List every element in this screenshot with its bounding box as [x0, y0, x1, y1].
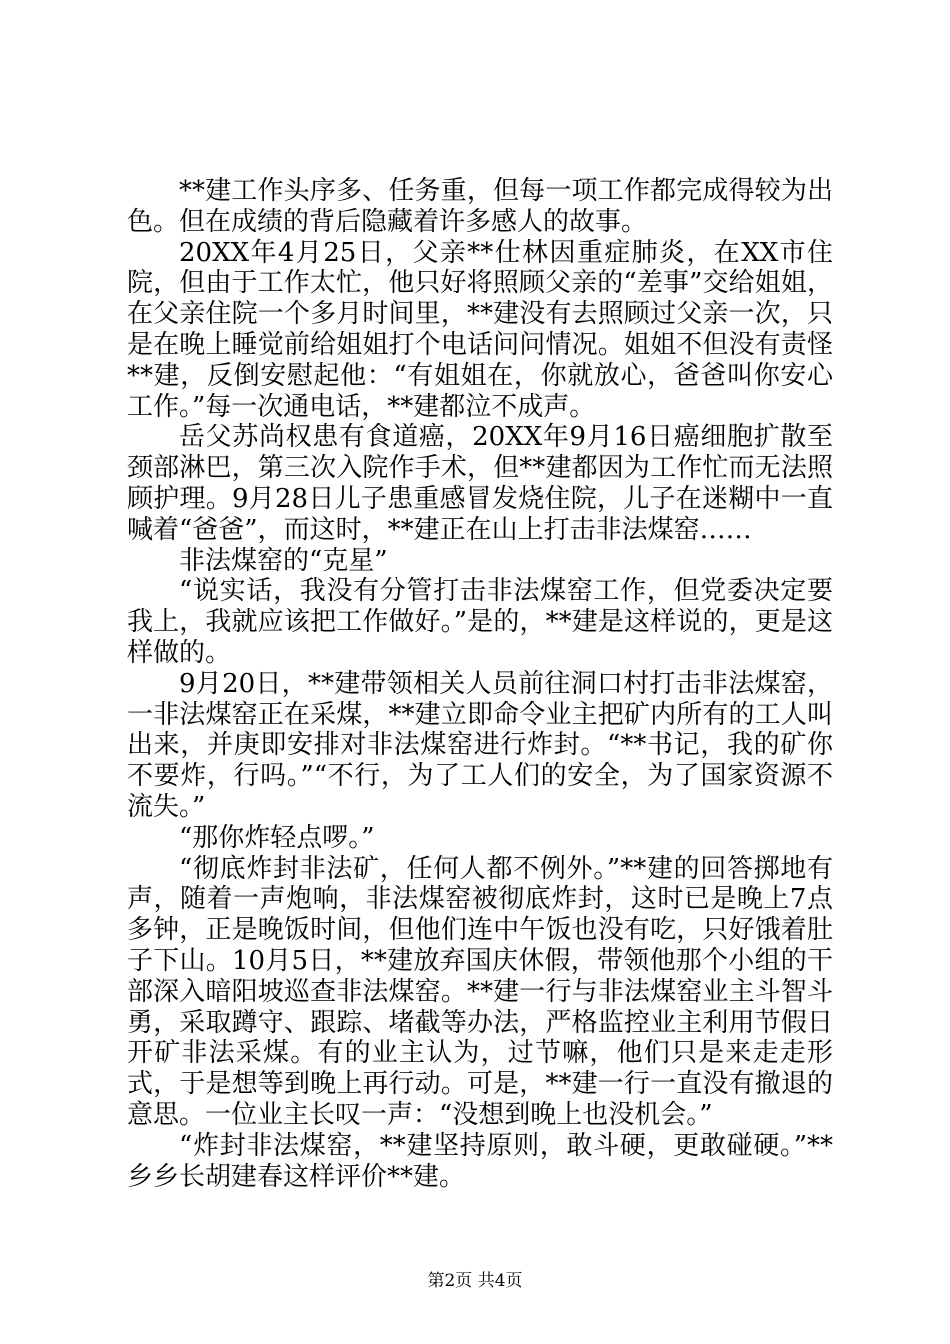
paragraph-5: 9月20日，**建带领相关人员前往洞口村打击非法煤窑，一非法煤窑正在采煤，**建立即命令业主把矿内所有的工人叫出来，并庚即安排对非法煤窑进行炸封。“**书记，我的矿你不要炸，行吗。”“不行，为了工人们的安全，为了国家资源不流失。”: [127, 668, 833, 822]
paragraph-4: “说实话，我没有分管打击非法煤窑工作，但党委决定要我上，我就应该把工作做好。”是的，**建是这样说的，更是这样做的。: [127, 576, 833, 668]
paragraph-6: “那你炸轻点啰。”: [179, 822, 375, 853]
page-footer: [0, 1266, 950, 1291]
paragraph-1: **建工作头序多、任务重，但每一项工作都完成得较为出色。但在成绩的背后隐藏着许多感人的故事。: [127, 176, 833, 237]
page-number: 第2页 共4页: [427, 1271, 523, 1291]
paragraph-2: 20XX年4月25日，父亲**仕林因重症肺炎，在XX市住院，但由于工作太忙，他只好将照顾父亲的“差事”交给姐姐，在父亲住院一个多月时间里，**建没有去照顾过父亲一次，只是在晚上睡觉前给姐姐打个电话问问情况。姐姐不但没有责怪**建，反倒安慰起他：“有姐姐在，你就放心，爸爸叫你安心工作。”每一次通电话，**建都泣不成声。: [127, 237, 833, 422]
section-heading: 非法煤窑的“克星”: [179, 545, 388, 576]
body-text: [127, 176, 833, 1192]
paragraph-7: “彻底炸封非法矿，任何人都不例外。”**建的回答掷地有声，随着一声炮响，非法煤窑被彻底炸封，这时已是晚上7点多钟，正是晚饭时间，但他们连中午饭也没有吃，只好饿着肚子下山。10月5日，**建放弃国庆休假，带领他那个小组的干部深入暗阳坡巡查非法煤窑。**建一行与非法煤窑业主斗智斗勇，采取蹲守、跟踪、堵截等办法，严格监控业主利用节假日开矿非法采煤。有的业主认为，过节嘛，他们只是来走走形式，于是想等到晚上再行动。可是，**建一行一直没有撤退的意思。一位业主长叹一声：“没想到晚上也没机会。”: [127, 853, 833, 1130]
paragraph-3: 岳父苏尚权患有食道癌，20XX年9月16日癌细胞扩散至颈部淋巴，第三次入院作手术，但**建都因为工作忙而无法照顾护理。9月28日儿子患重感冒发烧住院，儿子在迷糊中一直喊着“爸爸”，而这时，**建正在山上打击非法煤窑……: [127, 422, 833, 545]
paragraph-8: “炸封非法煤窑，**建坚持原则，敢斗硬，更敢碰硬。”**乡乡长胡建春这样评价**建。: [127, 1130, 833, 1192]
